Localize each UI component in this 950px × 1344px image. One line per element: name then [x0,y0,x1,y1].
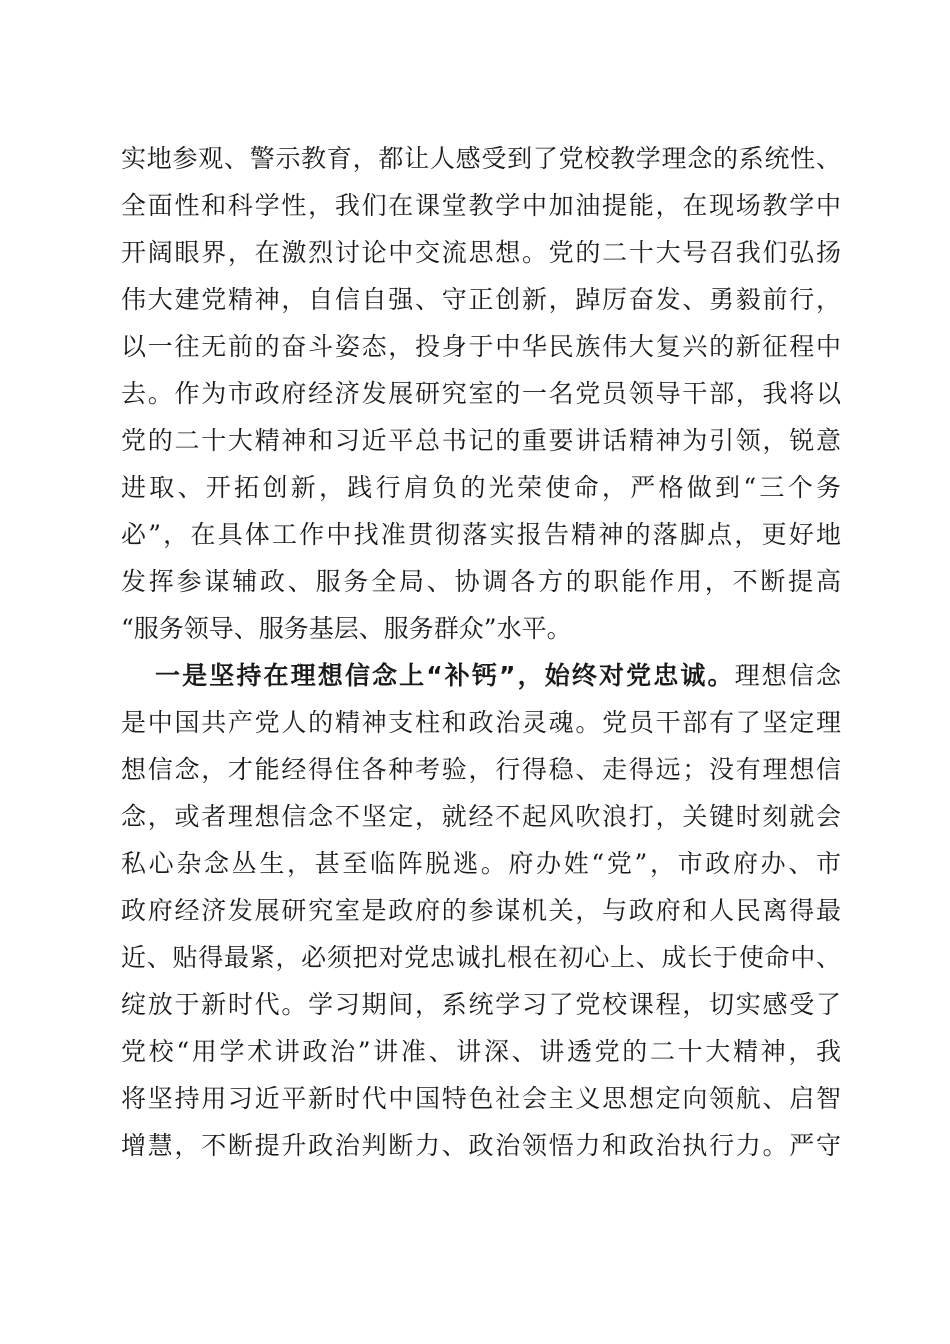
text-line: 党的二十大精神和习近平总书记的重要讲话精神为引领，锐意 [121,426,841,455]
text-line: 增慧，不断提升政治判断力、政治领悟力和政治执行力。严守 [121,1131,841,1160]
text-line: 以一往无前的奋斗姿态，投身于中华民族伟大复兴的新征程中 [121,332,841,361]
text-line [155,656,841,696]
text-line: 绽放于新时代。学习期间，系统学习了党校课程，切实感受了 [121,990,841,1019]
text-line: “服务领导、服务基层、服务群众”水平。 [121,614,572,643]
text-line: 开阔眼界，在激烈讨论中交流思想。党的二十大号召我们弘扬 [121,238,841,267]
text-line: 进取、开拓创新，践行肩负的光荣使命，严格做到“三个务 [121,473,841,502]
text-line: 念，或者理想信念不坚定，就经不起风吹浪打，关键时刻就会 [121,802,841,831]
text-line: 伟大建党精神，自信自强、守正创新，踔厉奋发、勇毅前行， [121,285,841,314]
text-line: 全面性和科学性，我们在课堂教学中加油提能，在现场教学中 [121,191,841,220]
text-line: 是中国共产党人的精神支柱和政治灵魂。党员干部有了坚定理 [121,708,841,737]
text-line: 去。作为市政府经济发展研究室的一名党员领导干部，我将以 [121,379,841,408]
text-line: 政府经济发展研究室是政府的参谋机关，与政府和人民离得最 [121,896,841,925]
text-line: 发挥参谋辅政、服务全局、协调各方的职能作用，不断提高 [121,567,841,596]
text-line: 近、贴得最紧，必须把对党忠诚扎根在初心上、成长于使命中、 [121,943,841,972]
text-line: 私心杂念丛生，甚至临阵脱逃。府办姓“党”，市政府办、市 [121,849,841,878]
text-line: 将坚持用习近平新时代中国特色社会主义思想定向领航、启智 [121,1084,841,1113]
paragraph-lead-heading: 一是坚持在理想信念上“补钙”，始终对党忠诚。 [155,661,735,690]
text-line: 实地参观、警示教育，都让人感受到了党校教学理念的系统性、 [121,144,841,173]
text-line: 必”，在具体工作中找准贯彻落实报告精神的落脚点，更好地 [121,520,841,549]
text-line: 想信念，才能经得住各种考验，行得稳、走得远；没有理想信 [121,755,841,784]
text-run: 理想信念 [734,661,841,690]
text-line: 党校“用学术讲政治”讲准、讲深、讲透党的二十大精神，我 [121,1037,841,1066]
